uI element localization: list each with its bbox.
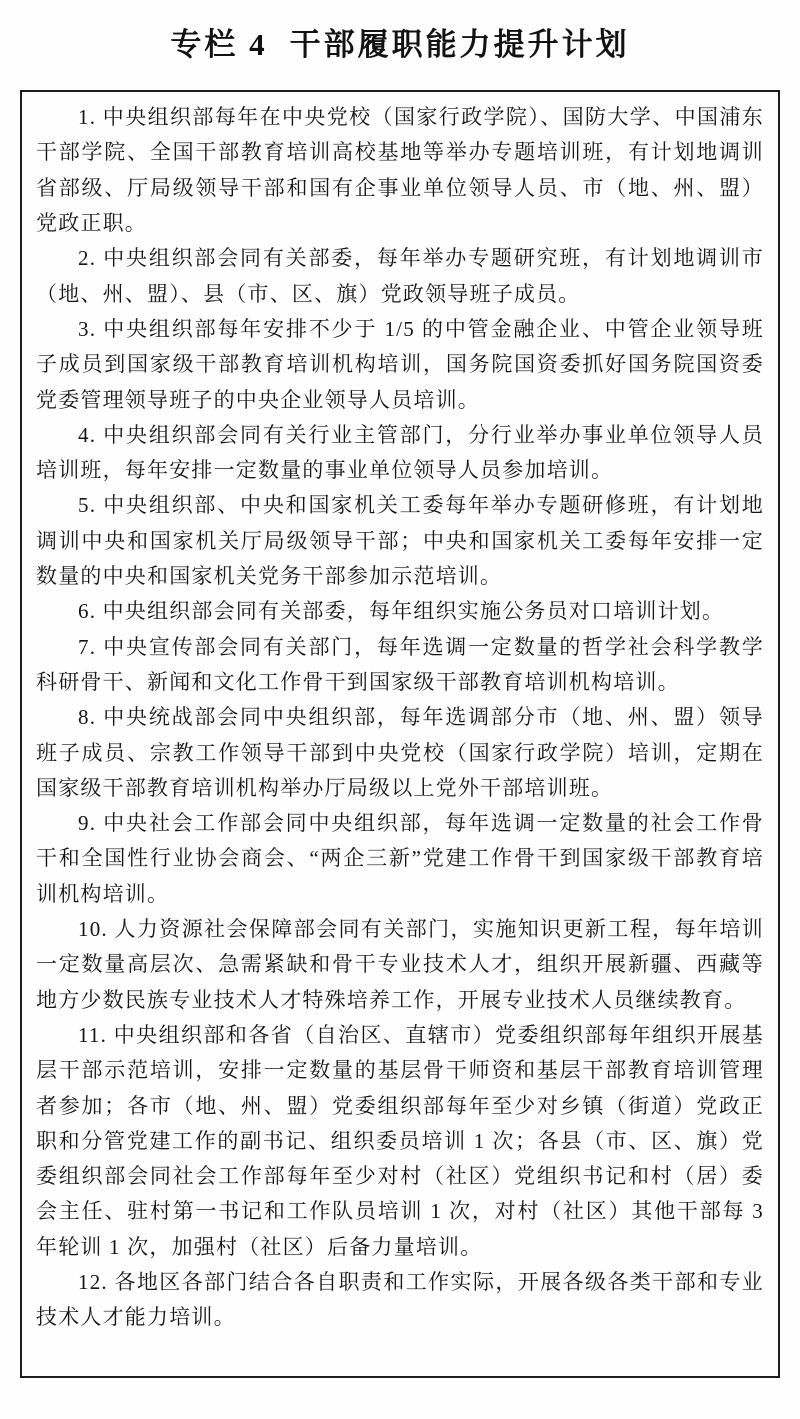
box-paragraph-3: 3. 中央组织部每年安排不少于 1/5 的中管金融企业、中管企业领导班子成员到国家级干部教育培训机构培训，国务院国资委抓好国务院国资委党委管理领导班子的中央企业领导人员培训。 (36, 316, 764, 412)
box-paragraph-4: 4. 中央组织部会同有关行业主管部门，分行业举办事业单位领导人员培训班，每年安排一定数量的事业单位领导人员参加培训。 (36, 422, 764, 483)
box-paragraph-2: 2. 中央组织部会同有关部委，每年举办专题研究班，有计划地调训市（地、州、盟）、县（市、区、旗）党政领导班子成员。 (36, 246, 764, 306)
box-paragraph-11: 11. 中央组织部和各省（自治区、直辖市）党委组织部每年组织开展基层干部示范培训，安排一定数量的基层骨干师资和基层干部教育培训管理者参加；各市（地、州、盟）党委组织部每年至少对乡镇（街道）党政正职和分管党建工作的副书记、组织委员培训 1 次；各县（市、区、旗）党委组织部会同社会工作部每年至少对村（社区）党组织书记和村（居）委会主任、驻村第一书记和工作队员培训 1 次，对村（社区）其他干部每 3 年轮训 1 次，加强村（社区）后备力量培训。 (36, 1022, 764, 1259)
content-box (20, 90, 780, 1378)
page-title-text: 干部履职能力提升计划 (289, 27, 630, 62)
box-paragraph-10: 10. 人力资源社会保障部会同有关部门，实施知识更新工程，每年培训一定数量高层次、急需紧缺和骨干专业技术人才，组织开展新疆、西藏等地方少数民族专业技术人才特殊培养工作，开展专业技术人员继续教育。 (36, 917, 764, 1012)
box-paragraph-5: 5. 中央组织部、中央和国家机关工委每年举办专题研修班，有计划地调训中央和国家机关厅局级领导干部；中央和国家机关工委每年安排一定数量的中央和国家机关党务干部参加示范培训。 (36, 493, 764, 589)
page-title-label: 专栏 4 (170, 27, 268, 62)
box-paragraph-6: 6. 中央组织部会同有关部委，每年组织实施公务员对口培训计划。 (78, 599, 725, 624)
box-paragraph-9: 9. 中央社会工作部会同中央组织部，每年选调一定数量的社会工作骨干和全国性行业协会商会、“两企三新”党建工作骨干到国家级干部教育培训机构培训。 (36, 811, 764, 906)
box-paragraph-8: 8. 中央统战部会同中央组织部，每年选调部分市（地、州、盟）领导班子成员、宗教工作领导干部到中央党校（国家行政学院）培训，定期在国家级干部教育培训机构举办厅局级以上党外干部培训班。 (36, 705, 764, 800)
box-paragraph-12: 12. 各地区各部门结合各自职责和工作实际，开展各级各类干部和专业技术人才能力培训。 (36, 1269, 764, 1330)
box-paragraph-7: 7. 中央宣传部会同有关部门，每年选调一定数量的哲学社会科学教学科研骨干、新闻和文化工作骨干到国家级干部教育培训机构培训。 (36, 634, 764, 694)
page-title (0, 0, 800, 63)
box-paragraph-1: 1. 中央组织部每年在中央党校（国家行政学院）、国防大学、中国浦东干部学院、全国干部教育培训高校基地等举办专题培训班，有计划地调训省部级、厅局级领导干部和国有企事业单位领导人员、市（地、州、盟）党政正职。 (36, 105, 764, 236)
